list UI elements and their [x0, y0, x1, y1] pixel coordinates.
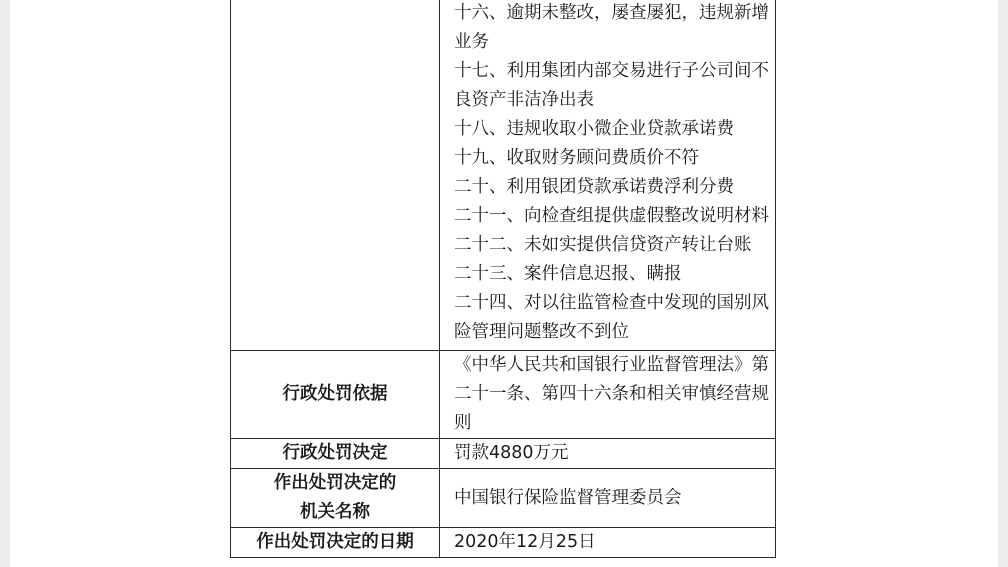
date-value: 2020年12月25日	[440, 528, 776, 558]
authority-label-cell	[231, 469, 440, 528]
basis-row	[231, 351, 776, 439]
authority-row	[231, 469, 776, 528]
violation-item-20: 二十、利用银团贷款承诺费浮利分费	[454, 177, 734, 197]
decision-row	[231, 439, 776, 469]
violation-item-23: 二十三、案件信息迟报、瞒报	[454, 264, 682, 284]
violations-list-cell	[440, 0, 776, 351]
date-row	[231, 528, 776, 558]
violation-item-16: 十六、逾期未整改，屡查屡犯，违规新增业务	[454, 3, 769, 52]
decision-label: 行政处罚决定	[231, 439, 440, 469]
violation-item-21: 二十一、向检查组提供虚假整改说明材料	[454, 206, 769, 226]
violation-item-17: 十七、利用集团内部交易进行子公司间不良资产非洁净出表	[454, 61, 769, 110]
violation-item-24: 二十四、对以往监管检查中发现的国别风险管理问题整改不到位	[454, 293, 769, 342]
basis-label: 行政处罚依据	[231, 351, 440, 439]
violation-item-18: 十八、违规收取小微企业贷款承诺费	[454, 119, 734, 139]
left-margin-band	[0, 0, 10, 567]
authority-label-line2: 机关名称	[300, 502, 370, 522]
basis-value: 《中华人民共和国银行业监督管理法》第二十一条、第四十六条和相关审慎经营规则	[440, 351, 776, 439]
date-label: 作出处罚决定的日期	[231, 528, 440, 558]
authority-label-line1: 作出处罚决定的	[273, 473, 397, 493]
violations-row	[231, 0, 776, 351]
violation-item-19: 十九、收取财务顾问费质价不符	[454, 148, 699, 168]
right-margin-band	[998, 0, 1008, 567]
penalty-info-table	[230, 0, 776, 558]
violation-item-22: 二十二、未如实提供信贷资产转让台账	[454, 235, 752, 255]
decision-value: 罚款4880万元	[440, 439, 776, 469]
violations-label-cell	[231, 0, 440, 351]
authority-value: 中国银行保险监督管理委员会	[440, 469, 776, 528]
